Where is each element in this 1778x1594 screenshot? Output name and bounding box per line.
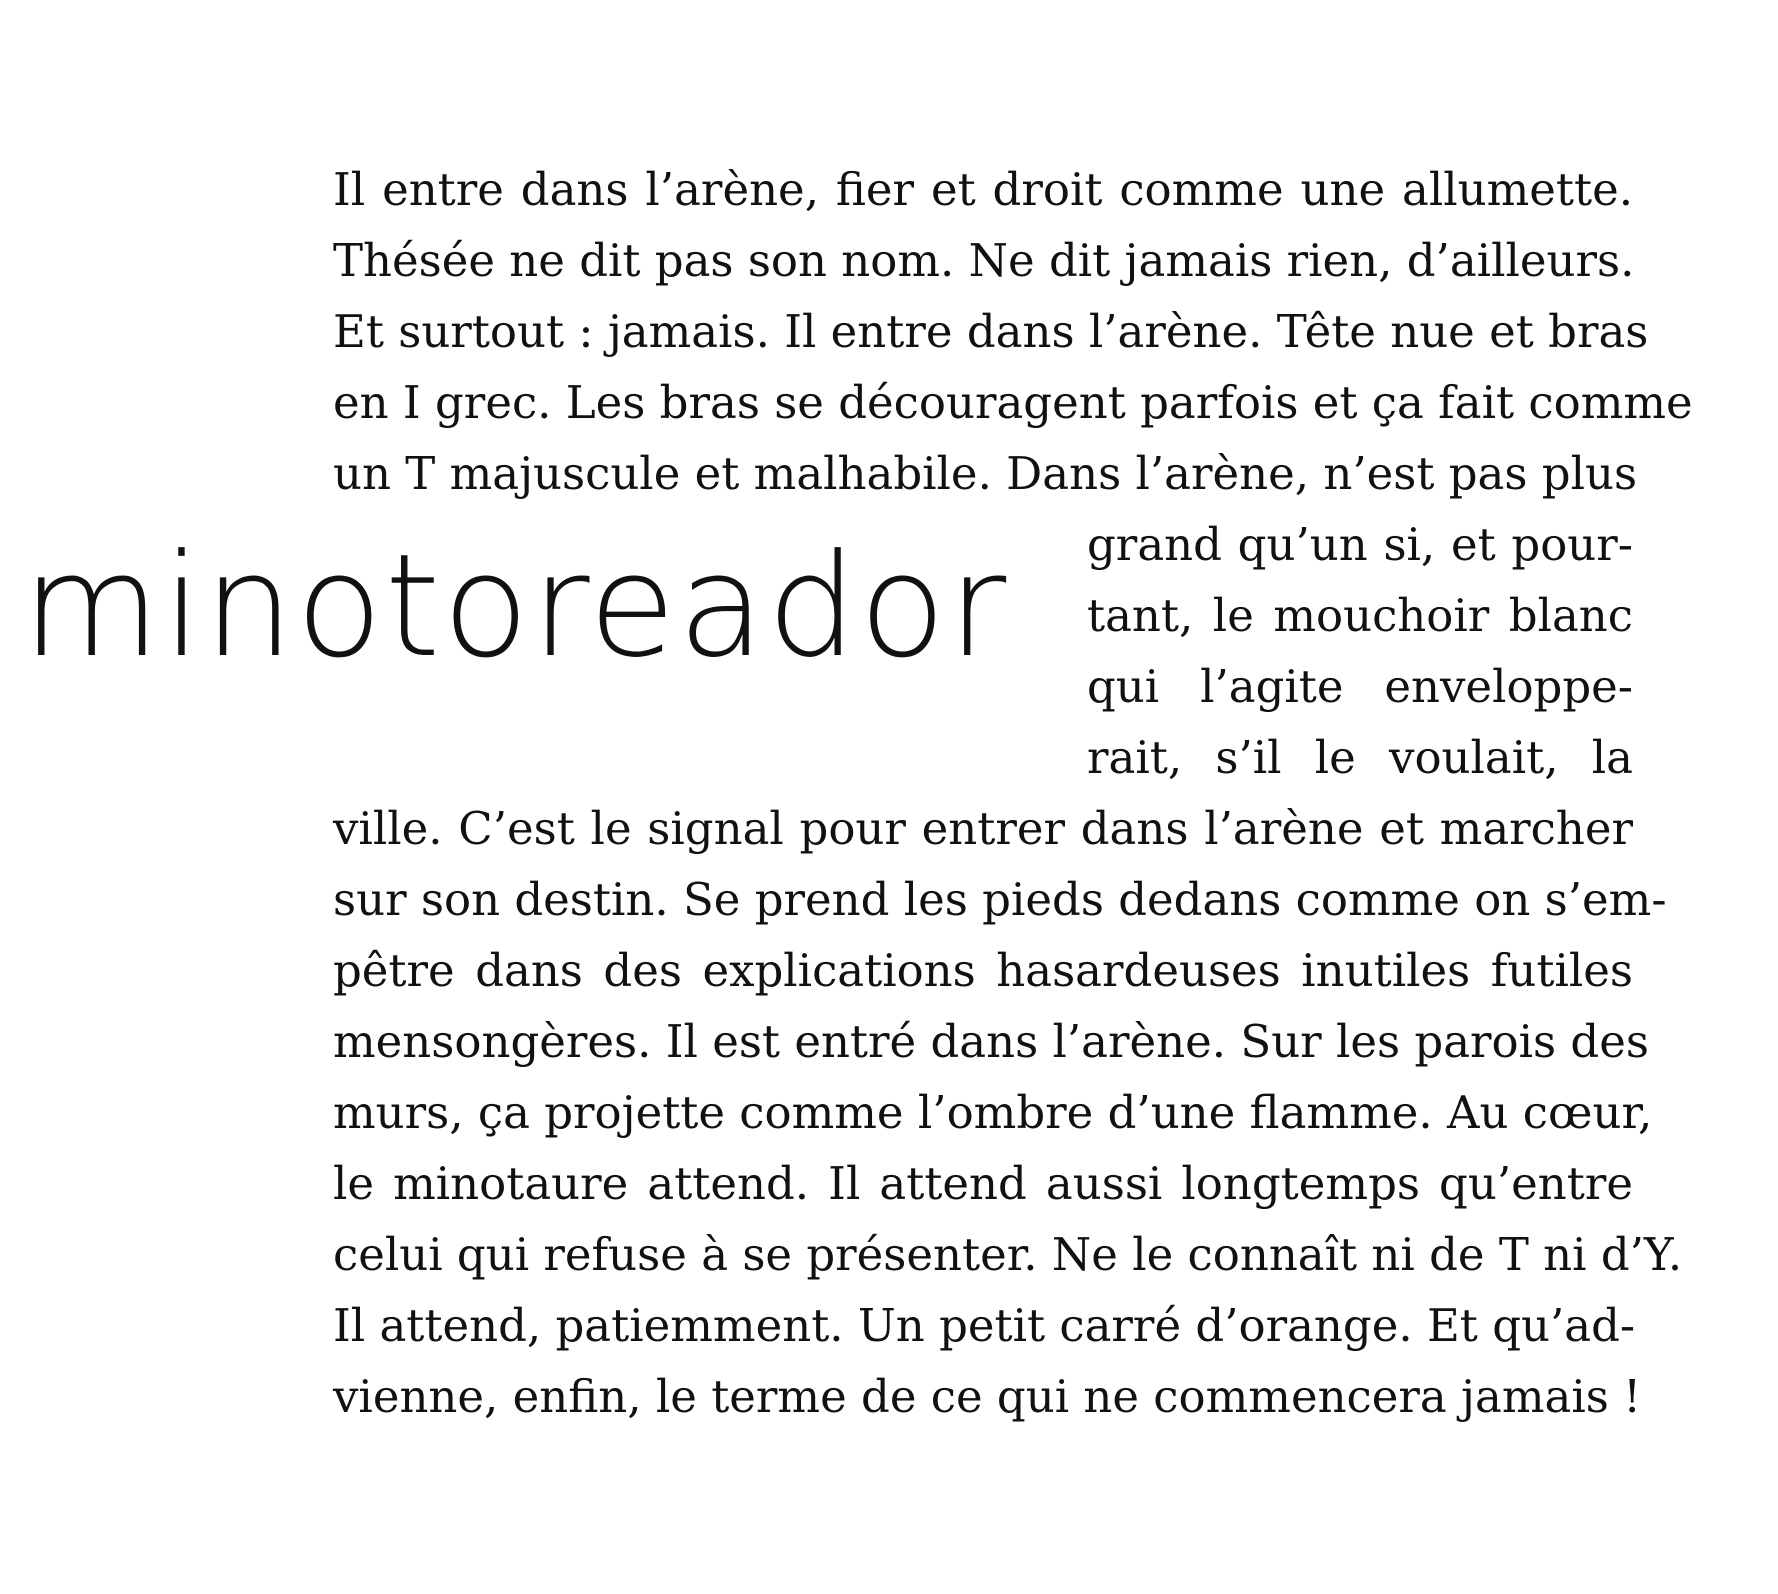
text-line-16: celui qui refuse à se présenter. Ne le connaît ni de T ni d’Y. <box>333 1228 1683 1281</box>
text-line-6: grand qu’un si, et pour- <box>1087 518 1633 571</box>
text-line-14: murs, ça projette comme l’ombre d’une flamme. Au cœur, <box>333 1086 1653 1139</box>
text-line-10: ville. C’est le signal pour entrer dans l’arène et marcher <box>333 802 1633 855</box>
text-line-13: mensongères. Il est entré dans l’arène. Sur les parois des <box>333 1015 1649 1068</box>
text-line-2: Thésée ne dit pas son nom. Ne dit jamais rien, d’ailleurs. <box>333 234 1635 287</box>
text-line-8: qui l’agite enveloppe- <box>1087 660 1633 713</box>
text-line-17: Il attend, patiemment. Un petit carré d’orange. Et qu’ad- <box>333 1299 1636 1352</box>
text-line-9: rait, s’il le voulait, la <box>1087 731 1633 784</box>
display-title: minotoreador <box>22 524 1009 689</box>
text-line-7: tant, le mouchoir blanc <box>1087 589 1633 642</box>
text-line-11: sur son destin. Se prend les pieds dedans comme on s’em- <box>333 873 1667 926</box>
text-line-18: vienne, enfin, le terme de ce qui ne commencera jamais ! <box>333 1370 1642 1423</box>
text-line-15: le minotaure attend. Il attend aussi longtemps qu’entre <box>333 1157 1633 1210</box>
text-line-5: un T majuscule et malhabile. Dans l’arène, n’est pas plus <box>333 447 1638 500</box>
text-line-1: Il entre dans l’arène, fier et droit comme une allumette. <box>333 163 1633 216</box>
text-line-3: Et surtout : jamais. Il entre dans l’arène. Tête nue et bras <box>333 305 1649 358</box>
text-line-4: en I grec. Les bras se découragent parfois et ça fait comme <box>333 376 1693 429</box>
text-line-12: pêtre dans des explications hasardeuses inutiles futiles <box>333 944 1633 997</box>
